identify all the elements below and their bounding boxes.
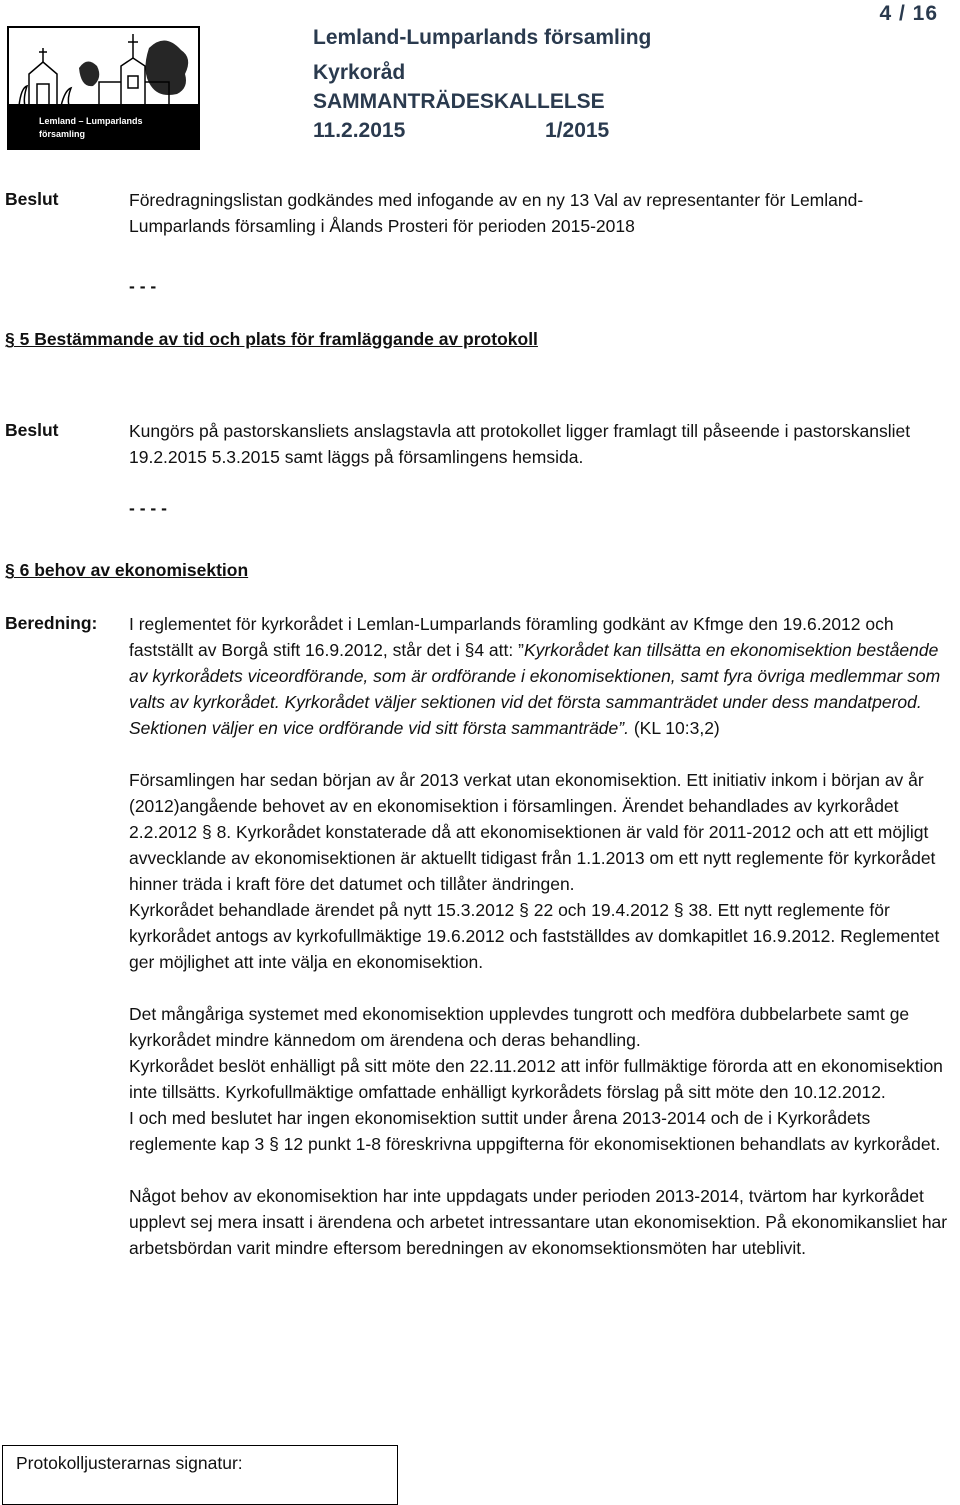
signature-box[interactable] xyxy=(2,1445,398,1505)
decision-text: Föredragningslistan godkändes med infogande av en ny 13 Val av representanter för Lemland-Lumparlands församling i Ålands Prosteri för perioden 2015-2018 xyxy=(129,190,864,236)
logo-text: församling xyxy=(39,129,86,139)
decision-label: Beslut xyxy=(5,420,59,440)
paragraph: Församlingen har sedan början av år 2013 verkat utan ekonomisektion. Ett initiativ inkom i början av år (2012)angående behovet av en ekonomisektion i församlingen. Ärendet behandlades av kyrkorådet 2.2.2012 § 8. Kyrkorådet konstaterade då att ekonomisektionen är vald för 2011-2012 och att ett möjligt avvecklande av ekonomisektionen är aktuellt tidigast från 1.1.2013 om ett nytt reglemente för kyrkorådet hinner träda i kraft före det datumet och tillåter ändringen. xyxy=(129,770,936,894)
decision-text: Kungörs på pastorskansliets anslagstavla att protokollet ligger framlagt till påseende i pastorskansliet 19.2.2015 5.3.2015 samt läggs på församlingens hemsida. xyxy=(129,421,911,467)
preparation-label: Beredning: xyxy=(5,613,98,633)
paragraph: Kyrkorådet beslöt enhälligt på sitt möte den 22.11.2012 att inför fullmäktige förorda att en ekonomisektion inte tillsätts. Kyrkofullmäktige omfattade enhälligt kyrkorådets förslag på sitt möte den 10.12.2012. xyxy=(129,1056,943,1102)
org-name: Lemland-Lumparlands församling xyxy=(313,26,652,49)
church-illustration xyxy=(9,28,198,108)
separator: - - - xyxy=(129,276,157,296)
quoted-regulation: Kyrkorådet kan tillsätta en ekonomisektion bestående av kyrkorådets viceordförande, som är ordförande i ekonomisektionen, samt fyra övriga medlemmar som valts av kyrkorådet. Kyrkorådet väljer sektionen vid det första sammanträdet under dess mandatperod. Sektionen väljer en vice ordförande vid sitt första sammanträde”. xyxy=(129,640,941,738)
parish-logo xyxy=(7,26,200,150)
page-number: 4 / 16 xyxy=(879,2,938,25)
paragraph: I och med beslutet har ingen ekonomisektion suttit under årena 2013-2014 och de i Kyrkorådets reglemente kap 3 § 12 punkt 1-8 föreskrivna uppgifterna för ekonomisektionen behandlats av kyrkorådet. xyxy=(129,1108,941,1154)
meeting-number: 1/2015 xyxy=(545,119,610,142)
signature-label: Protokolljusterarnas signatur: xyxy=(16,1453,243,1473)
logo-text: Lemland – Lumparlands xyxy=(39,116,143,126)
section-heading: § 6 behov av ekonomisektion xyxy=(5,560,249,580)
paragraph: Kyrkorådet behandlade ärendet på nytt 15.3.2012 § 22 och 19.4.2012 § 38. Ett nytt reglemente för kyrkorådet antogs av kyrkofullmäktige 19.6.2012 och fastställdes av domkapitlet 16.9.2012. Reglementet ger möjlighet att inte välja en ekonomisektion. xyxy=(129,900,940,972)
separator: - - - - xyxy=(129,498,167,518)
paragraph-text: (KL 10:3,2) xyxy=(628,718,720,738)
decision-label: Beslut xyxy=(5,189,59,209)
section-heading: § 5 Bestämmande av tid och plats för framläggande av protokoll xyxy=(5,329,538,349)
doc-type: SAMMANTRÄDESKALLELSE xyxy=(313,90,605,113)
paragraph: Något behov av ekonomisektion har inte uppdagats under perioden 2013-2014, tvärtom har kyrkorådet upplevt sej mera insatt i ärendena och arbetet intressantare utan ekonomisektion. På ekonomikansliet har arbetsbördan varit mindre eftersom beredningen av ekonomsektionsmöten har uteblivit. xyxy=(129,1186,948,1258)
preparation-body xyxy=(129,611,949,1261)
paragraph: Det mångåriga systemet med ekonomisektion upplevdes tungrott och medföra dubbelarbete samt ge kyrkorådet mindre kännedom om ärendena och deras behandling. xyxy=(129,1004,910,1050)
meeting-date: 11.2.2015 xyxy=(313,119,406,142)
logo-band xyxy=(9,104,198,148)
paragraph-text: I reglementet för kyrkorådet i Lemlan-Lumparlands föramling godkänt av Kfmge den 19.6.2012 och fastställt av Borgå stift 16.9.2012, står det i §4 att: ” xyxy=(129,614,894,660)
paragraph xyxy=(129,611,949,741)
body-name: Kyrkoråd xyxy=(313,61,406,84)
